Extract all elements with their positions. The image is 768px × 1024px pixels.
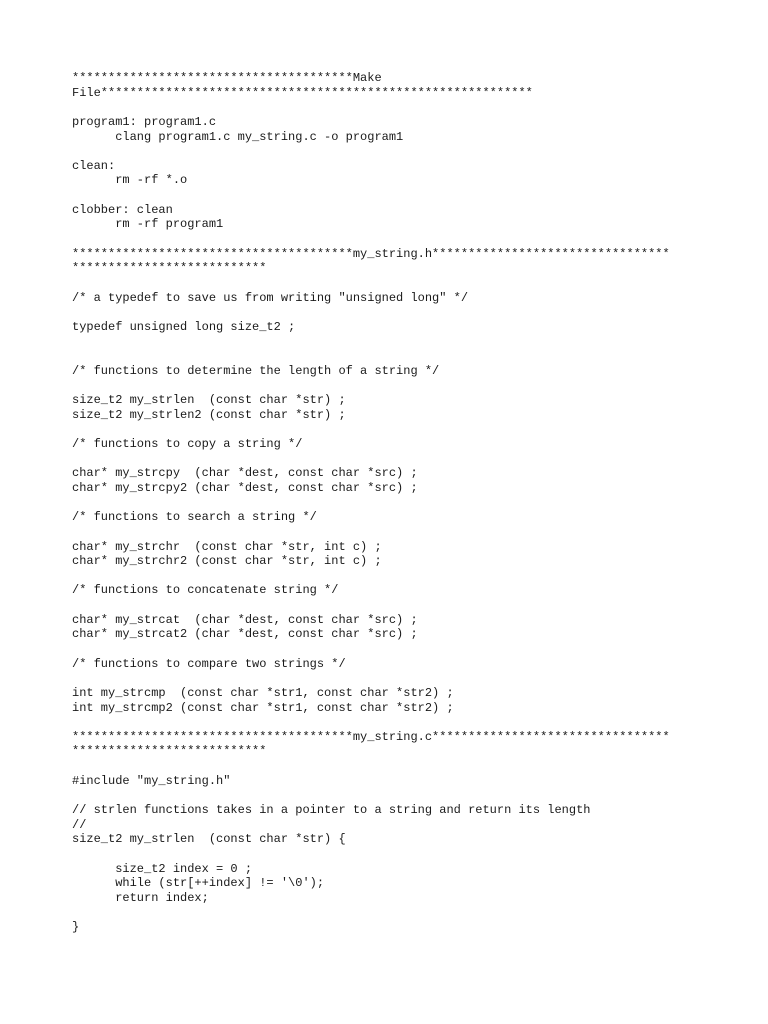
code-line: ***************************************my_string.c********************************* xyxy=(72,729,670,744)
code-line: size_t2 my_strlen (const char *str) ; xyxy=(72,393,346,408)
code-line: /* a typedef to save us from writing "unsigned long" */ xyxy=(72,290,469,305)
code-line xyxy=(72,671,752,686)
code-line: /* functions to copy a string */ xyxy=(72,437,303,452)
code-line: clang program1.c my_string.c -o program1 xyxy=(72,129,404,144)
code-line: while (str[++index] != '\0'); xyxy=(72,876,325,891)
code-line xyxy=(72,452,752,467)
code-line: size_t2 index = 0 ; xyxy=(72,861,253,876)
code-line: program1: program1.c xyxy=(72,114,217,129)
code-line: File************************************************************ xyxy=(72,85,533,100)
code-line: /* functions to compare two strings */ xyxy=(72,656,346,671)
code-line: // xyxy=(72,817,87,832)
code-line xyxy=(72,759,752,774)
code-line: ***************************************my_string.h********************************* xyxy=(72,246,670,261)
code-line xyxy=(72,422,752,437)
code-line: char* my_strcpy (char *dest, const char *src) ; xyxy=(72,466,418,481)
code-line xyxy=(72,847,752,862)
code-line xyxy=(72,715,752,730)
code-line: *************************** xyxy=(72,261,267,276)
code-line: char* my_strchr (const char *str, int c) ; xyxy=(72,539,382,554)
code-line xyxy=(72,335,752,350)
code-line xyxy=(72,144,752,159)
code-line xyxy=(72,569,752,584)
code-line: typedef unsigned long size_t2 ; xyxy=(72,319,296,334)
code-line: rm -rf *.o xyxy=(72,173,188,188)
code-line xyxy=(72,598,752,613)
code-line xyxy=(72,906,752,921)
code-line xyxy=(72,100,752,115)
code-line xyxy=(72,232,752,247)
code-line xyxy=(72,788,752,803)
code-line xyxy=(72,276,752,291)
code-line: clobber: clean xyxy=(72,202,173,217)
code-line xyxy=(72,349,752,364)
code-line xyxy=(72,378,752,393)
document-page xyxy=(72,71,752,935)
code-line: // strlen functions takes in a pointer to a string and return its length xyxy=(72,803,591,818)
code-line xyxy=(72,525,752,540)
code-line xyxy=(72,305,752,320)
code-line xyxy=(72,496,752,511)
code-line: char* my_strchr2 (const char *str, int c) ; xyxy=(72,554,382,569)
code-line: int my_strcmp2 (const char *str1, const char *str2) ; xyxy=(72,700,454,715)
code-line: clean: xyxy=(72,158,116,173)
code-line: size_t2 my_strlen (const char *str) { xyxy=(72,832,346,847)
code-line: rm -rf program1 xyxy=(72,217,224,232)
code-line: #include "my_string.h" xyxy=(72,773,231,788)
code-line: /* functions to search a string */ xyxy=(72,510,317,525)
code-line: char* my_strcat2 (char *dest, const char *src) ; xyxy=(72,627,418,642)
code-line: return index; xyxy=(72,890,209,905)
code-line: int my_strcmp (const char *str1, const char *str2) ; xyxy=(72,685,454,700)
code-line: char* my_strcpy2 (char *dest, const char *src) ; xyxy=(72,480,418,495)
code-line: /* functions to concatenate string */ xyxy=(72,583,339,598)
code-line: /* functions to determine the length of a string */ xyxy=(72,363,440,378)
code-line xyxy=(72,642,752,657)
code-line: } xyxy=(72,920,80,935)
code-line xyxy=(72,188,752,203)
code-line: char* my_strcat (char *dest, const char *src) ; xyxy=(72,612,418,627)
code-line: size_t2 my_strlen2 (const char *str) ; xyxy=(72,407,346,422)
code-line: *************************** xyxy=(72,744,267,759)
code-line: ***************************************Make xyxy=(72,71,382,85)
